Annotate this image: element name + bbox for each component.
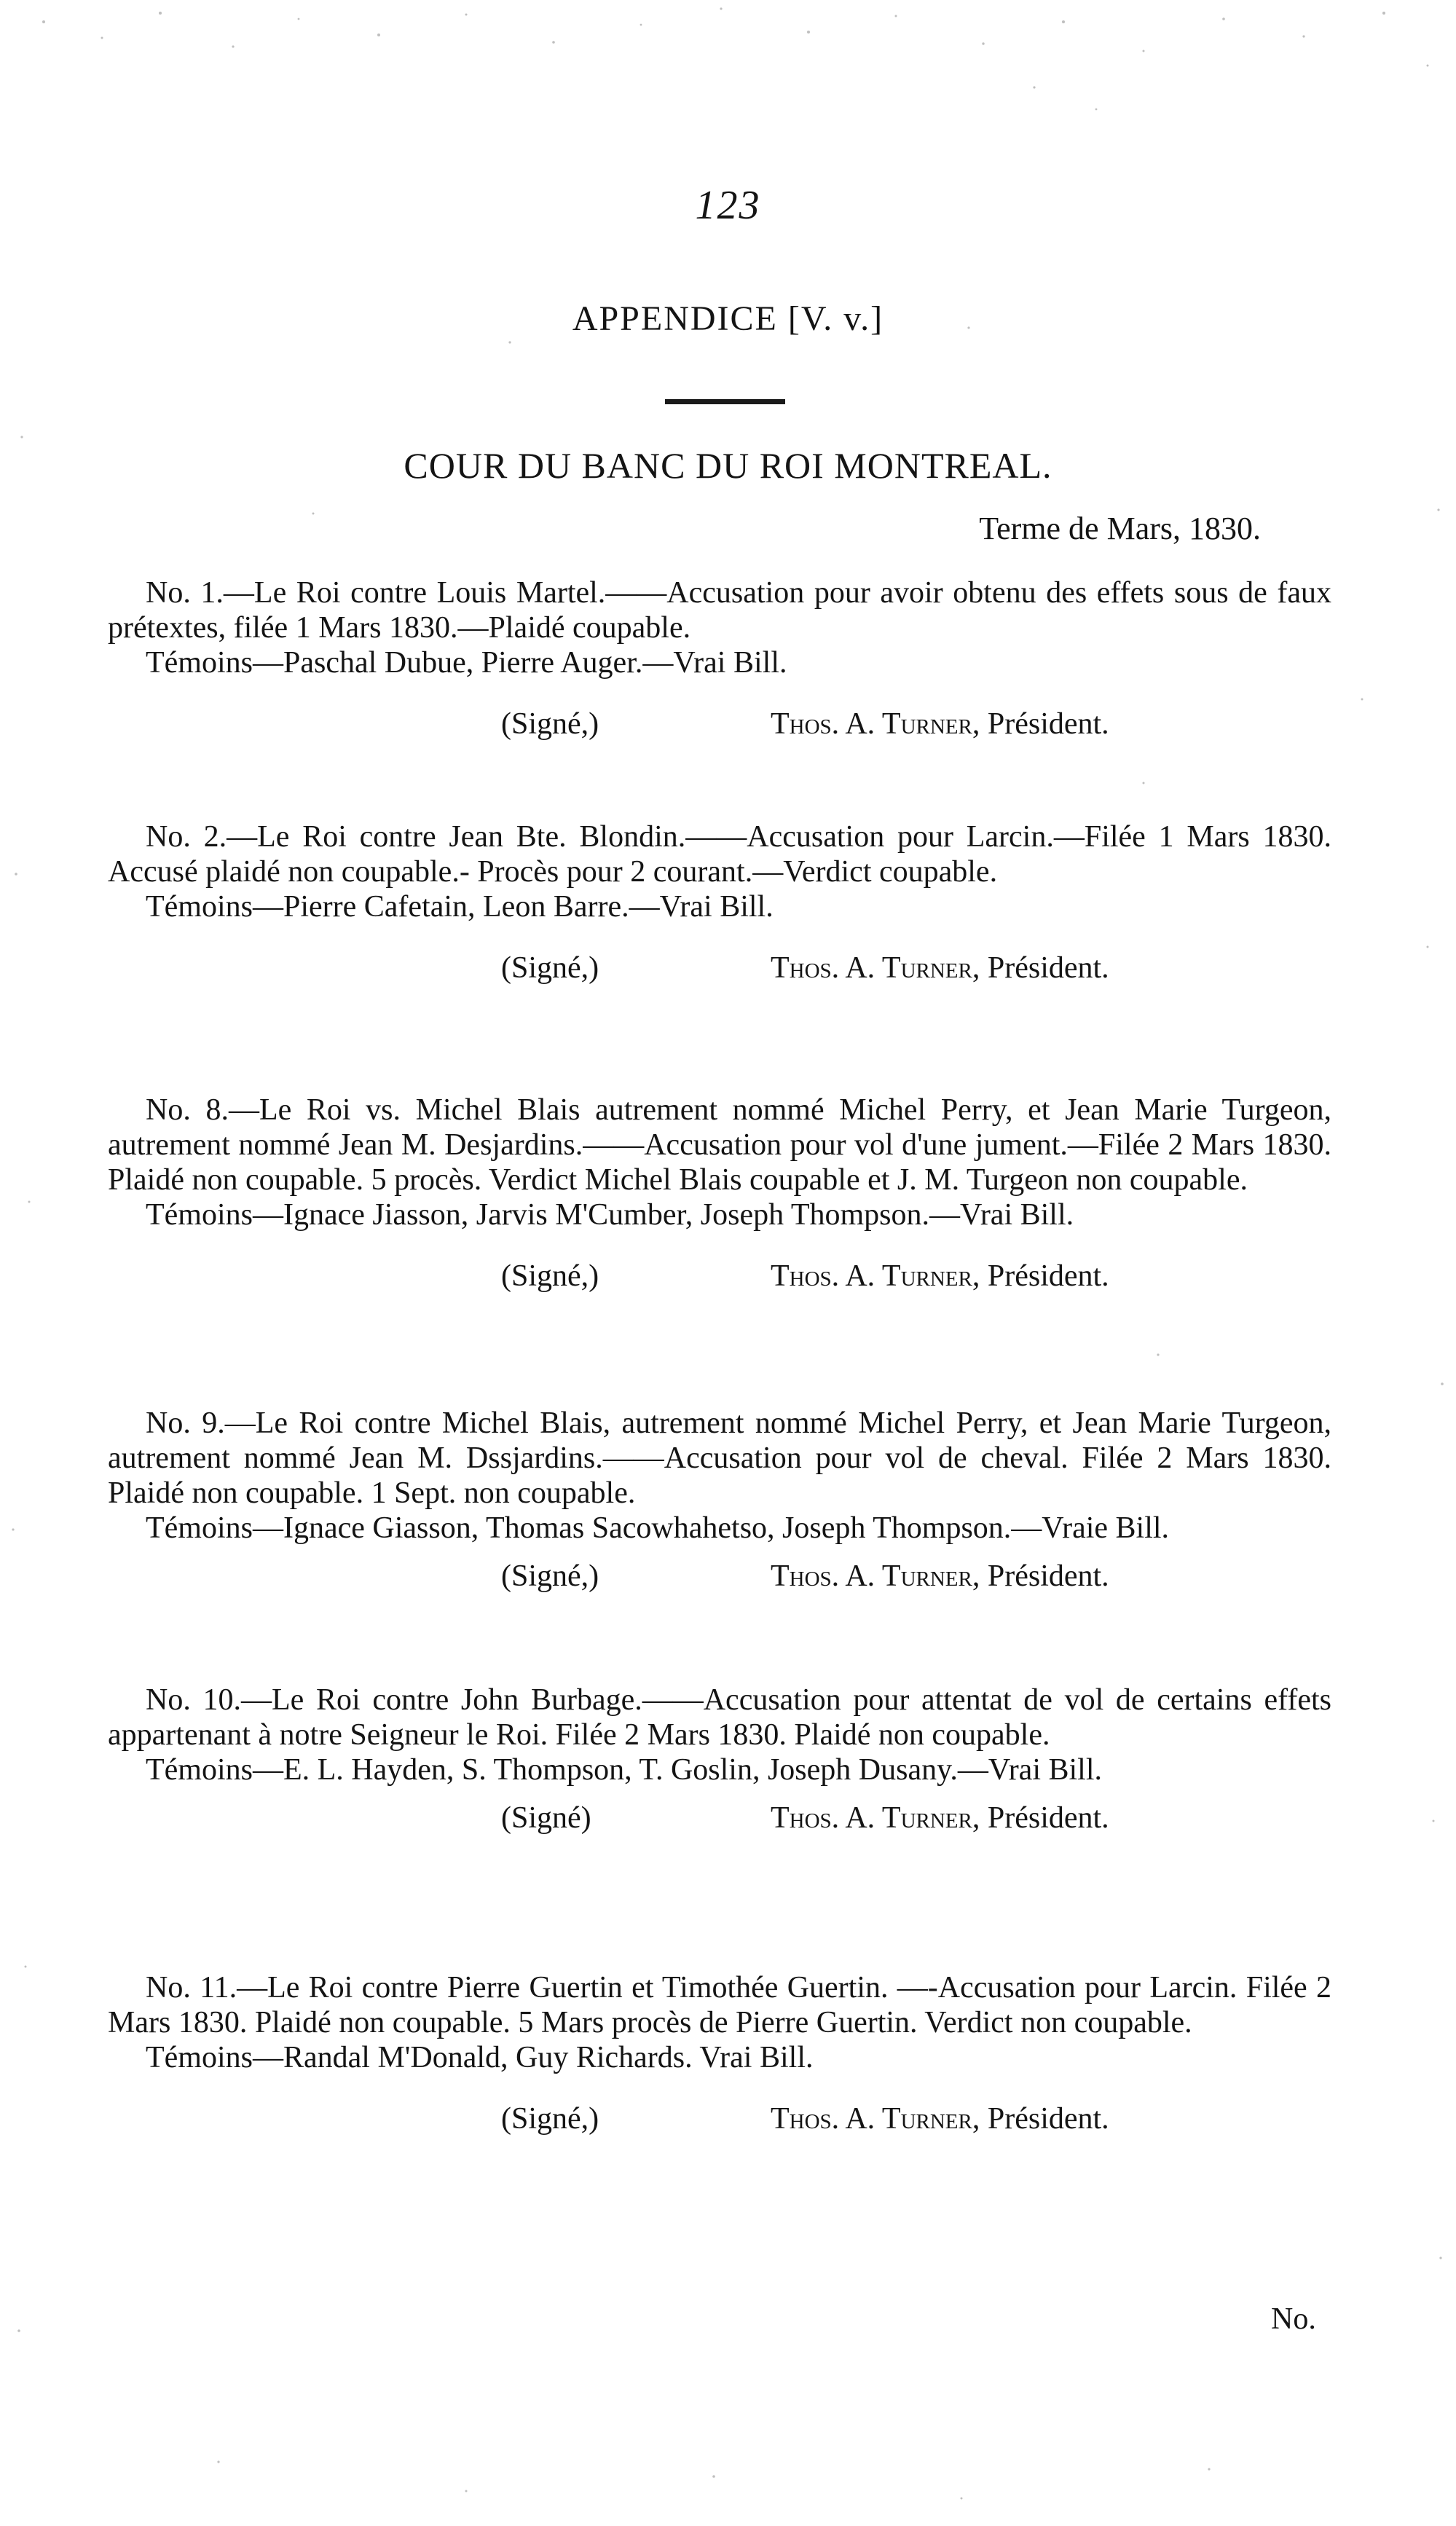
signature-line: [108, 951, 1331, 994]
case-text: No. 11.—Le Roi contre Pierre Guertin et Timothée Guertin. —-Accusation pour Larcin. Filée 2 Mars 1830. Plaidé non coupable. 5 Mars procès de Pierre Guertin. Verdict non coupable.: [108, 1971, 1331, 2039]
signed-label: (Signé,): [501, 1559, 599, 1593]
president-signature: [771, 1801, 1109, 1836]
signature-line: [108, 1559, 1331, 1602]
case-entry-9: [108, 1406, 1331, 1602]
signature-line: [108, 707, 1331, 750]
president-title: , Président.: [972, 1259, 1109, 1293]
case-entry-11: [108, 1970, 1331, 2145]
witness-line: Témoins—Ignace Jiasson, Jarvis M'Cumber, Joseph Thompson.—Vrai Bill.: [146, 1198, 1074, 1232]
signed-label: (Signé,): [501, 707, 599, 741]
signed-label: (Signé,): [501, 951, 599, 985]
signed-label: (Signé): [501, 1801, 591, 1835]
president-signature: [771, 707, 1109, 741]
witness-line: Témoins—Ignace Giasson, Thomas Sacowhahetso, Joseph Thompson.—Vraie Bill.: [146, 1511, 1170, 1545]
case-text: No. 10.—Le Roi contre John Burbage.——Accusation pour attentat de vol de certains effets appartenant à notre Seigneur le Roi. Filée 2 Mars 1830. Plaidé non coupable.: [108, 1683, 1331, 1752]
signature-line: [108, 1801, 1331, 1844]
president-title: , Président.: [972, 707, 1109, 741]
witness-line: Témoins—Paschal Dubue, Pierre Auger.—Vrai Bill.: [146, 646, 787, 680]
president-name: Thos. A. Turner: [771, 1559, 972, 1593]
signature-line: [108, 1259, 1331, 1302]
court-title: COUR DU BANC DU ROI MONTREAL.: [404, 445, 1052, 486]
witness-line: Témoins—E. L. Hayden, S. Thompson, T. Goslin, Joseph Dusany.—Vrai Bill.: [146, 1753, 1103, 1787]
president-signature: [771, 951, 1109, 985]
president-title: , Président.: [972, 2102, 1109, 2136]
president-title: , Président.: [972, 1801, 1109, 1835]
case-entry-1: [108, 575, 1331, 750]
case-text: No. 2.—Le Roi contre Jean Bte. Blondin.——Accusation pour Larcin.—Filée 1 Mars 1830. Accusé plaidé non coupable.- Procès pour 2 courant.—Verdict coupable.: [108, 820, 1331, 889]
president-name: Thos. A. Turner: [771, 707, 972, 741]
appendix-title: APPENDICE [V. v.]: [572, 299, 884, 338]
president-signature: [771, 1559, 1109, 1594]
case-text: No. 9.—Le Roi contre Michel Blais, autrement nommé Michel Perry, et Jean Marie Turgeon, autrement nommé Jean M. Dssjardins.——Accusation pour vol de cheval. Filée 2 Mars 1830. Plaidé non coupable. 1 Sept. non coupable.: [108, 1406, 1331, 1510]
case-text: No. 1.—Le Roi contre Louis Martel.——Accusation pour avoir obtenu des effets sous de faux prétextes, filée 1 Mars 1830.—Plaidé coupable.: [108, 576, 1331, 645]
signed-label: (Signé,): [501, 2102, 599, 2136]
witness-line: Témoins—Pierre Cafetain, Leon Barre.—Vrai Bill.: [146, 890, 774, 924]
president-signature: [771, 2101, 1109, 2136]
signed-label: (Signé,): [501, 1259, 599, 1293]
president-name: Thos. A. Turner: [771, 1801, 972, 1835]
president-name: Thos. A. Turner: [771, 1259, 972, 1293]
witness-line: Témoins—Randal M'Donald, Guy Richards. Vrai Bill.: [146, 2041, 814, 2074]
president-title: , Président.: [972, 951, 1109, 985]
term-date: Terme de Mars, 1830.: [979, 511, 1261, 546]
president-name: Thos. A. Turner: [771, 951, 972, 985]
case-text: No. 8.—Le Roi vs. Michel Blais autrement nommé Michel Perry, et Jean Marie Turgeon, autrement nommé Jean M. Desjardins.——Accusation pour vol d'une jument.—Filée 2 Mars 1830. Plaidé non coupable. 5 procès. Verdict Michel Blais coupable et J. M. Turgeon non coupable.: [108, 1093, 1331, 1197]
page-number: 123: [695, 183, 761, 228]
case-entry-8: [108, 1093, 1331, 1302]
case-entry-10: [108, 1683, 1331, 1844]
case-entry-2: [108, 819, 1331, 994]
president-name: Thos. A. Turner: [771, 2102, 972, 2136]
catchword: No.: [1271, 2302, 1316, 2336]
president-signature: [771, 1259, 1109, 1294]
president-title: , Président.: [972, 1559, 1109, 1593]
signature-line: [108, 2101, 1331, 2145]
title-rule: [665, 399, 785, 404]
